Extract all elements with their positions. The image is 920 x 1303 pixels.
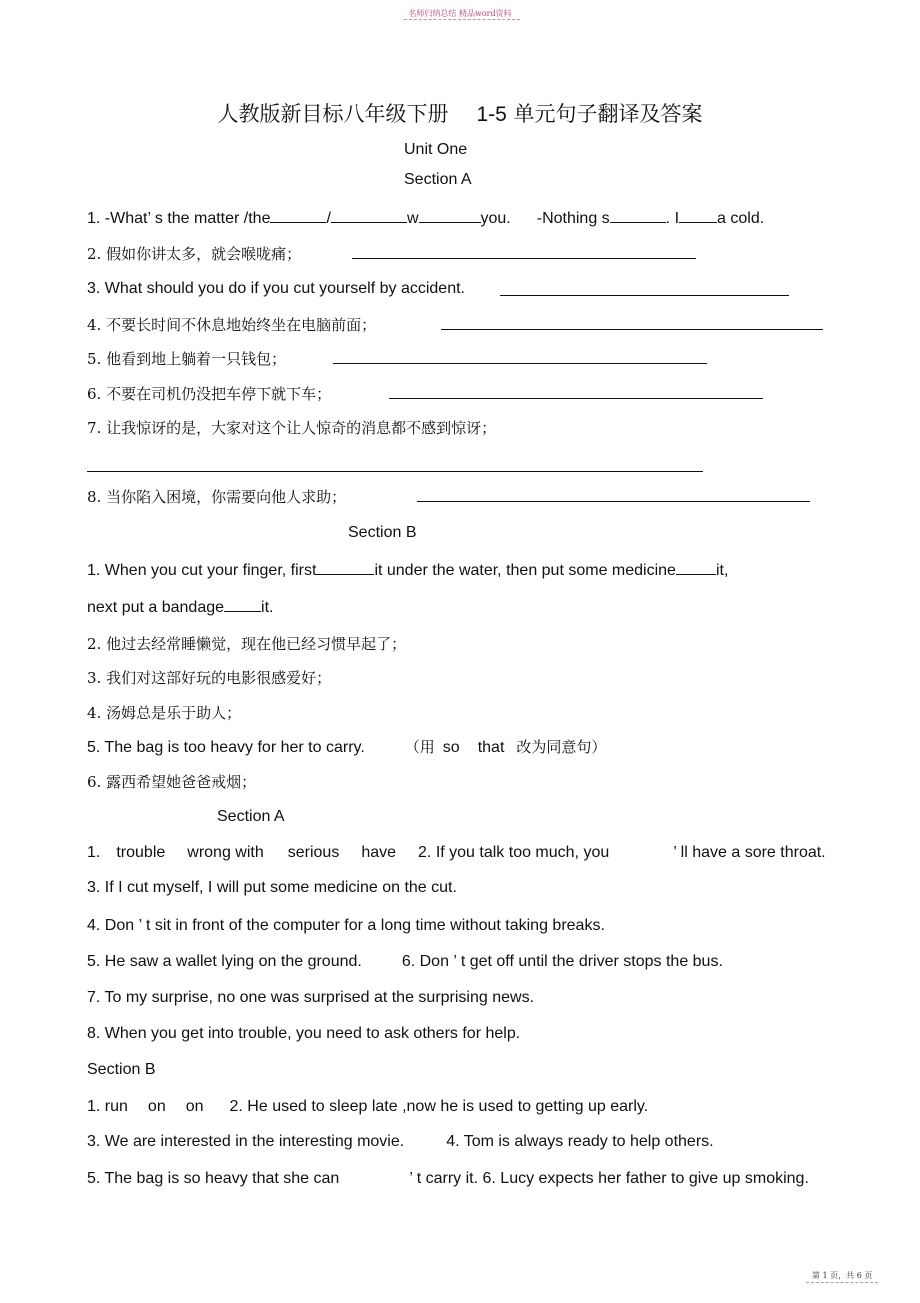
- question-a6: 6. 不要在司机仍没把车停下就下车；: [87, 385, 332, 403]
- page-header: 名师归纳总结 精品word资料: [408, 9, 512, 18]
- answer-line[interactable]: [389, 398, 763, 399]
- question-a3: 3. What should you do if you cut yourself by accident.: [87, 280, 465, 297]
- answer-b1-b2: 1. run on on 2. He used to sleep late ,now he is used to getting up early.: [87, 1098, 649, 1115]
- page-title: [0, 98, 920, 128]
- question-a4: 4. 不要长时间不休息地始终坐在电脑前面；: [87, 316, 377, 334]
- page-footer: 第 1 页，共 6 页: [812, 1271, 873, 1280]
- title-unit-range: 1-5: [476, 103, 507, 126]
- header-divider: [404, 19, 520, 20]
- question-a2: 2. 假如你讲太多，就会喉咙痛；: [87, 245, 302, 263]
- question-b4: 4. 汤姆总是乐于助人；: [87, 704, 242, 722]
- unit-heading: Unit One: [404, 141, 468, 158]
- answer-blank[interactable]: [419, 208, 481, 223]
- answer-line[interactable]: [500, 295, 789, 296]
- answer-line[interactable]: [352, 258, 696, 259]
- question-a5: 5. 他看到地上躺着一只钱包；: [87, 350, 287, 368]
- answer-blank[interactable]: [676, 560, 716, 575]
- answer-line[interactable]: [87, 471, 703, 472]
- answer-line[interactable]: [441, 329, 823, 330]
- answer-a7: 7. To my surprise, no one was surprised at the surprising news.: [87, 989, 535, 1006]
- question-b1: 1. When you cut your finger, first it under the water, then put some medicine it,: [87, 562, 729, 579]
- answer-b5-b6: 5. The bag is so heavy that she can ’ t carry it. 6. Lucy expects her father to give up smoking.: [87, 1170, 809, 1187]
- answer-a3: 3. If I cut myself, I will put some medicine on the cut.: [87, 879, 457, 896]
- title-main: 人教版新目标八年级下册: [217, 102, 449, 126]
- answer-line[interactable]: [417, 501, 810, 502]
- footer-divider: [806, 1282, 878, 1283]
- title-suffix: 单元句子翻译及答案: [513, 102, 703, 126]
- question-a7: 7. 让我惊讶的是，大家对这个让人惊奇的消息都不感到惊讶；: [87, 419, 497, 437]
- question-a1: 1. -What’ s the matter /the / w you. -Nothing s . I a cold.: [87, 210, 765, 227]
- question-b5: 5. The bag is too heavy for her to carry. （用 so that 改为同意句）: [87, 738, 607, 756]
- answer-line[interactable]: [333, 363, 707, 364]
- answer-blank[interactable]: [679, 208, 717, 223]
- answer-a4: 4. Don ’ t sit in front of the computer for a long time without taking breaks.: [87, 917, 605, 934]
- answer-blank[interactable]: [610, 208, 666, 223]
- answer-blank[interactable]: [224, 597, 261, 612]
- answer-a8: 8. When you get into trouble, you need to ask others for help.: [87, 1025, 521, 1042]
- question-b6: 6. 露西希望她爸爸戒烟；: [87, 773, 257, 791]
- answer-blank[interactable]: [316, 560, 374, 575]
- answers-section-a-heading: Section A: [217, 808, 285, 825]
- question-a8: 8. 当你陷入困境，你需要向他人求助；: [87, 488, 347, 506]
- answer-b3-b4: 3. We are interested in the interesting movie. 4. Tom is always ready to help others.: [87, 1133, 714, 1150]
- question-b2: 2. 他过去经常睡懒觉，现在他已经习惯早起了；: [87, 635, 407, 653]
- answer-blank[interactable]: [331, 208, 407, 223]
- section-b-heading: Section B: [348, 524, 417, 541]
- answers-section-b-heading: Section B: [87, 1061, 156, 1078]
- answer-a1-a2: 1. trouble wrong with serious have 2. If you talk too much, you ’ ll have a sore throat.: [87, 844, 826, 861]
- section-a-heading: Section A: [404, 171, 472, 188]
- question-b3: 3. 我们对这部好玩的电影很感爱好；: [87, 669, 332, 687]
- answer-blank[interactable]: [270, 208, 326, 223]
- question-b1-cont: next put a bandage it.: [87, 599, 274, 616]
- answer-a5-a6: 5. He saw a wallet lying on the ground. 6. Don ’ t get off until the driver stops the bus.: [87, 953, 723, 970]
